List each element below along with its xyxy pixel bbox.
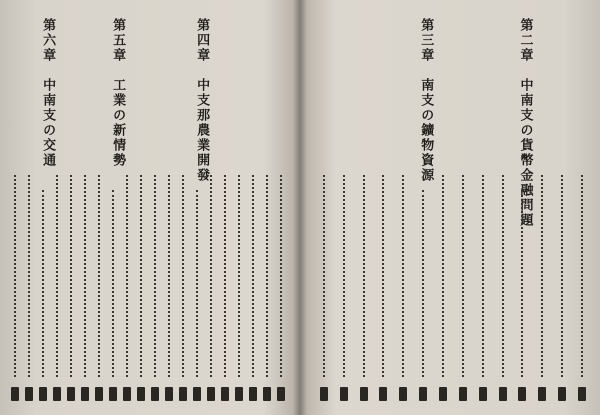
- section-heading: [248, 34, 261, 44]
- dotted-leader: [442, 175, 444, 377]
- chapter-heading: [108, 18, 127, 168]
- toc-chapter-column: [513, 0, 533, 415]
- dotted-leader: [581, 175, 583, 377]
- heading-spacer: [277, 34, 287, 44]
- page-number-mark: [123, 387, 131, 401]
- section-heading: [80, 34, 93, 44]
- dotted-leader: [482, 175, 484, 377]
- section-heading: [317, 34, 330, 44]
- dotted-leader: [502, 175, 504, 377]
- dotted-leader: [266, 175, 268, 377]
- chapter-heading: [416, 18, 435, 183]
- toc-section-column: [314, 0, 334, 415]
- heading-spacer: [318, 34, 328, 44]
- toc-section-column: [473, 0, 493, 415]
- toc-section-column: [334, 0, 354, 415]
- page-number-mark: [439, 387, 447, 401]
- page-number-mark: [165, 387, 173, 401]
- toc-section-column: [92, 0, 106, 415]
- heading-label: 第二章: [517, 18, 533, 63]
- dotted-leader: [402, 175, 404, 377]
- heading-spacer: [457, 34, 467, 44]
- dotted-leader: [168, 175, 170, 377]
- heading-spacer: [137, 34, 147, 44]
- toc-chapter-column: [36, 0, 56, 415]
- heading-spacer: [358, 34, 368, 44]
- heading-spacer: [437, 34, 447, 44]
- heading-spacer: [536, 34, 546, 44]
- heading-spacer: [378, 34, 388, 44]
- page-number-mark: [479, 387, 487, 401]
- heading-spacer: [497, 34, 507, 44]
- page-number-mark: [360, 387, 368, 401]
- toc-chapter-column: [190, 0, 210, 415]
- section-heading: [178, 34, 191, 44]
- section-heading: [94, 34, 107, 44]
- page-number-mark: [137, 387, 145, 401]
- section-heading: [396, 34, 409, 44]
- dotted-leader: [112, 190, 114, 377]
- page-number-mark: [67, 387, 75, 401]
- heading-spacer: [81, 34, 91, 44]
- dotted-leader: [280, 175, 282, 377]
- toc-section-column: [232, 0, 246, 415]
- heading-spacer: [179, 34, 189, 44]
- page-number-mark: [151, 387, 159, 401]
- heading-spacer: [556, 34, 566, 44]
- chapter-heading: [192, 18, 211, 183]
- heading-spacer: [40, 63, 55, 78]
- section-heading: [377, 34, 390, 44]
- heading-label: 第五章: [110, 18, 126, 63]
- page-number-mark: [207, 387, 215, 401]
- section-heading: [496, 34, 509, 44]
- section-heading: [575, 34, 588, 44]
- toc-section-column: [374, 0, 394, 415]
- dotted-leader: [462, 175, 464, 377]
- heading-spacer: [95, 34, 105, 44]
- heading-title: 中南支の交通: [40, 78, 56, 168]
- heading-spacer: [249, 34, 259, 44]
- section-heading: [136, 34, 149, 44]
- page-number-mark: [419, 387, 427, 401]
- section-heading: [337, 34, 350, 44]
- toc-section-column: [453, 0, 473, 415]
- section-heading: [164, 34, 177, 44]
- toc-section-column: [64, 0, 78, 415]
- dotted-leader: [154, 175, 156, 377]
- heading-label: 第三章: [418, 18, 434, 63]
- toc-section-column: [493, 0, 513, 415]
- toc-section-column: [176, 0, 190, 415]
- section-heading: [66, 34, 79, 44]
- page-number-mark: [179, 387, 187, 401]
- heading-spacer: [477, 34, 487, 44]
- page-number-mark: [499, 387, 507, 401]
- dotted-leader: [98, 175, 100, 377]
- heading-spacer: [518, 63, 533, 78]
- right-page: [300, 0, 600, 415]
- section-heading: [357, 34, 370, 44]
- toc-section-column: [218, 0, 232, 415]
- section-heading: [456, 34, 469, 44]
- heading-spacer: [263, 34, 273, 44]
- heading-spacer: [235, 34, 245, 44]
- toc-section-column: [148, 0, 162, 415]
- dotted-leader: [196, 190, 198, 377]
- toc-section-column: [8, 0, 22, 415]
- dotted-leader: [84, 175, 86, 377]
- page-number-mark: [39, 387, 47, 401]
- dotted-leader: [561, 175, 563, 377]
- heading-title: 中支那農業開發: [194, 78, 210, 183]
- section-heading: [10, 34, 23, 44]
- page-number-mark: [558, 387, 566, 401]
- heading-spacer: [194, 63, 209, 78]
- toc-section-column: [246, 0, 260, 415]
- section-heading: [234, 34, 247, 44]
- page-number-mark: [53, 387, 61, 401]
- heading-spacer: [221, 34, 231, 44]
- page-number-mark: [320, 387, 328, 401]
- page-number-mark: [379, 387, 387, 401]
- heading-spacer: [418, 63, 433, 78]
- section-heading: [436, 34, 449, 44]
- dotted-leader: [541, 175, 543, 377]
- dotted-leader: [343, 175, 345, 377]
- dotted-leader: [252, 175, 254, 377]
- page-number-mark: [235, 387, 243, 401]
- heading-spacer: [110, 63, 125, 78]
- page-number-mark: [95, 387, 103, 401]
- heading-spacer: [25, 34, 35, 44]
- page-number-mark: [25, 387, 33, 401]
- page-number-mark: [518, 387, 526, 401]
- toc-section-column: [22, 0, 36, 415]
- heading-title: 中南支の貨幣金融問題: [517, 78, 533, 228]
- dotted-leader: [28, 175, 30, 377]
- dotted-leader: [14, 175, 16, 377]
- toc-section-column: [78, 0, 92, 415]
- dotted-leader: [42, 190, 44, 377]
- toc-section-column: [260, 0, 274, 415]
- heading-title: 工業の新情勢: [110, 78, 126, 168]
- page-number-mark: [399, 387, 407, 401]
- heading-title: 南支の鑛物資源: [418, 78, 434, 183]
- heading-spacer: [338, 34, 348, 44]
- page-number-mark: [81, 387, 89, 401]
- heading-spacer: [67, 34, 77, 44]
- book-gutter: [292, 0, 308, 415]
- dotted-leader: [56, 175, 58, 377]
- heading-label: 第四章: [194, 18, 210, 63]
- dotted-leader: [224, 175, 226, 377]
- dotted-leader: [382, 175, 384, 377]
- heading-spacer: [11, 34, 21, 44]
- toc-section-column: [552, 0, 572, 415]
- toc-section-column: [274, 0, 288, 415]
- page-number-mark: [538, 387, 546, 401]
- section-heading: [535, 34, 548, 44]
- dotted-leader: [140, 175, 142, 377]
- dotted-leader: [70, 175, 72, 377]
- dotted-leader: [363, 175, 365, 377]
- section-heading: [150, 34, 163, 44]
- section-heading: [276, 34, 289, 44]
- heading-spacer: [397, 34, 407, 44]
- page-number-mark: [249, 387, 257, 401]
- chapter-heading: [516, 18, 535, 228]
- dotted-leader: [521, 190, 523, 377]
- page-number-mark: [340, 387, 348, 401]
- toc-section-column: [162, 0, 176, 415]
- toc-chapter-column: [106, 0, 126, 415]
- section-heading: [220, 34, 233, 44]
- page-number-mark: [263, 387, 271, 401]
- toc-section-column: [572, 0, 592, 415]
- toc-chapter-column: [413, 0, 433, 415]
- section-heading: [24, 34, 37, 44]
- chapter-heading: [38, 18, 57, 168]
- page-number-mark: [193, 387, 201, 401]
- page-number-mark: [459, 387, 467, 401]
- heading-spacer: [151, 34, 161, 44]
- heading-label: 第六章: [40, 18, 56, 63]
- dotted-leader: [126, 175, 128, 377]
- toc-section-column: [433, 0, 453, 415]
- heading-spacer: [576, 34, 586, 44]
- dotted-leader: [238, 175, 240, 377]
- toc-section-column: [354, 0, 374, 415]
- toc-section-column: [393, 0, 413, 415]
- toc-section-column: [532, 0, 552, 415]
- section-heading: [476, 34, 489, 44]
- page-number-mark: [277, 387, 285, 401]
- page-number-mark: [221, 387, 229, 401]
- dotted-leader: [210, 175, 212, 377]
- page-number-mark: [109, 387, 117, 401]
- heading-spacer: [165, 34, 175, 44]
- dotted-leader: [323, 175, 325, 377]
- page-number-mark: [578, 387, 586, 401]
- toc-section-column: [134, 0, 148, 415]
- dotted-leader: [182, 175, 184, 377]
- dotted-leader: [422, 190, 424, 377]
- section-heading: [555, 34, 568, 44]
- page-number-mark: [11, 387, 19, 401]
- section-heading: [262, 34, 275, 44]
